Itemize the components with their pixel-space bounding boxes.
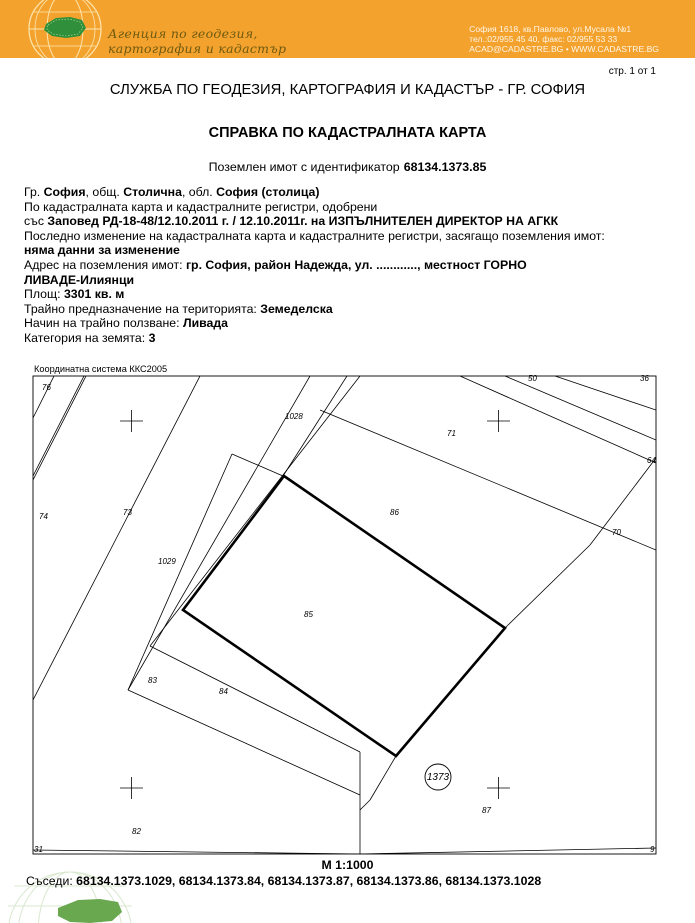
grid-crosses	[120, 410, 510, 799]
usage-value: Ливада	[182, 316, 229, 331]
contact-web: ACAD@CADASTRE.BG • WWW.CADASTRE.BG	[469, 44, 659, 54]
grid-cross-icon	[120, 777, 143, 799]
document-title: СПРАВКА ПО КАДАСТРАЛНАТА КАРТА	[208, 125, 487, 141]
region: София (столица)	[216, 185, 320, 199]
label-9: 9	[650, 845, 655, 854]
neighbours-label: Съседи:	[26, 874, 73, 888]
address-value-cont: ЛИВАДЕ-Илиянци	[24, 272, 135, 287]
order: Заповед РД-18-48/12.10.2011 г. / 12.10.2011г. на ИЗПЪЛНИТЕЛЕН ДИРЕКТОР НА АГКК	[47, 214, 559, 229]
last-change-label: Последно изменение на кадастралната карта и кадастралните регистри, засягащо поземления имот:	[24, 228, 605, 243]
label-85: 85	[304, 610, 313, 619]
order-prefix: със	[24, 214, 44, 229]
label-73: 73	[123, 508, 132, 517]
agency-name-line1: Агенция по геодезия,	[108, 26, 258, 41]
label-84: 84	[219, 687, 228, 696]
last-change-value: няма данни за изменение	[24, 243, 180, 258]
label-1373: 1373	[426, 772, 450, 783]
grid-cross-icon	[487, 777, 510, 799]
contact-phone: тел.:02/955 45 40, факс: 02/955 53 33	[469, 34, 618, 44]
map-frame	[33, 376, 656, 854]
agency-name-line2: картография и кадастър	[108, 41, 287, 56]
property-identifier: 68134.1373.85	[403, 160, 487, 174]
neighbours-line	[26, 874, 541, 888]
category-label: Категория на земята:	[24, 330, 146, 345]
region-label: , обл.	[181, 185, 213, 199]
city-label: Гр.	[24, 185, 41, 199]
area-value: 3301 кв. м	[63, 287, 125, 302]
label-76: 76	[42, 383, 51, 392]
label-83: 83	[148, 676, 157, 685]
label-87: 87	[482, 806, 491, 815]
label-86: 86	[390, 508, 399, 517]
label-71: 71	[447, 429, 456, 438]
approval-text: По кадастралната карта и кадастралните регистри, одобрени	[24, 199, 378, 214]
property-intro: Поземлен имот с идентификатор	[208, 160, 400, 174]
label-70: 70	[612, 528, 621, 537]
address-label: Адрес на поземления имот:	[24, 257, 183, 272]
area-label: Площ:	[24, 287, 61, 302]
contact-address: София 1618, кв.Павлово, ул.Мусала №1	[469, 24, 632, 34]
label-74: 74	[39, 512, 48, 521]
category-value: 3	[148, 330, 156, 345]
office-title: СЛУЖБА ПО ГЕОДЕЗИЯ, КАРТОГРАФИЯ И КАДАСТЪР - ГР. СОФИЯ	[109, 82, 586, 98]
address-value: гр. София, район Надежда, ул. ............, местност ГОРНО	[185, 257, 527, 272]
page-number: стр. 1 от 1	[608, 66, 656, 77]
city: София	[43, 185, 86, 199]
grid-cross-icon	[120, 410, 143, 432]
label-64: 64	[647, 456, 656, 465]
label-82: 82	[132, 827, 141, 836]
coordinate-system: Координатна система ККС2005	[34, 364, 168, 374]
neighbours-list: 68134.1373.1029, 68134.1373.84, 68134.1373.87, 68134.1373.86, 68134.1373.1028	[76, 874, 542, 888]
parcel-85-boundary[interactable]	[183, 476, 505, 756]
grid-cross-icon	[487, 410, 510, 432]
label-1029: 1029	[158, 557, 176, 566]
municipality: Столична	[123, 185, 182, 199]
parcel-labels	[34, 374, 656, 854]
label-31: 31	[34, 845, 43, 854]
map-scale: М 1:1000	[321, 858, 374, 872]
usage-label: Начин на трайно ползване:	[24, 316, 180, 331]
parcel-boundaries	[33, 376, 656, 854]
purpose-label: Трайно предназначение на територията:	[24, 301, 257, 316]
label-1028: 1028	[285, 412, 303, 421]
purpose-value: Земеделска	[260, 301, 333, 316]
label-36: 36	[640, 374, 649, 383]
municipality-label: , общ.	[85, 185, 120, 199]
label-50: 50	[528, 374, 537, 383]
